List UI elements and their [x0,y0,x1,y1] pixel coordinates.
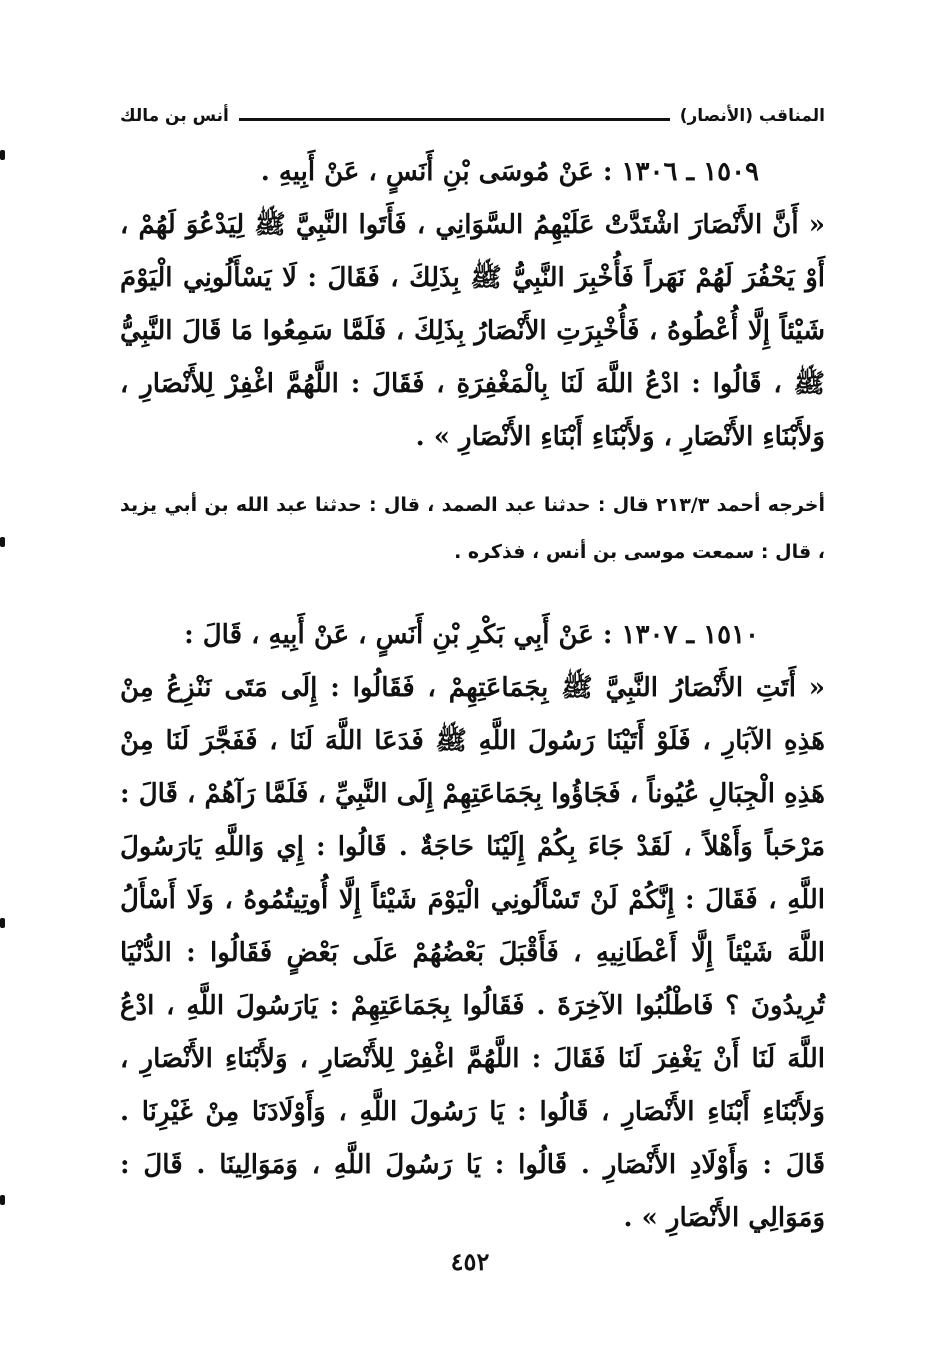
margin-mark [0,918,5,928]
hadith-1509 [120,146,825,464]
page-number: ٤٥٢ [450,1247,490,1276]
hadith-1510-isnad: ١٥١٠ ـ ١٣٠٧ : عَنْ أَبِي بَكْرِ بْنِ أَنَسٍ ، عَنْ أَبِيهِ ، قَالَ : [184,620,759,650]
header-rule [239,118,670,121]
margin-mark [0,150,5,160]
margin-mark [0,537,5,547]
hadith-1510 [120,609,825,1245]
hadith-1510-matn: « أَتَتِ الأَنْصَارُ النَّبِيَّ ﷺ بِجَمَاعَتِهِمْ ، فَقَالُوا : إِلَى مَتَى نَنْزِعُ مِنْ هَذِهِ الآبَارِ ، فَلَوْ أَتَيْنَا رَسُولَ اللَّهِ ﷺ فَدَعَا اللَّهَ لَنَا ، فَفَجَّرَ لَنَا مِنْ هَذِهِ الْجِبَالِ عُيُوناً ، فَجَاؤُوا بِجَمَاعَتِهِمْ إِلَى النَّبِيِّ ، فَلَمَّا رَآهُمْ ، قَالَ : مَرْحَباً وَأَهْلاً ، لَقَدْ جَاءَ بِكُمْ إِلَيْنَا حَاجَةٌ . قَالُوا : إِي وَاللَّهِ يَارَسُولَ اللَّهِ ، فَقَالَ : إِنَّكُمْ لَنْ تَسْأَلُونِي الْيَوْمَ شَيْئاً إِلَّا أُوتِيتُمُوهُ ، وَلَا أَسْأَلُ اللَّهَ شَيْئاً إِلَّا أَعْطَانِيهِ ، فَأَقْبَلَ بَعْضُهُمْ عَلَى بَعْضٍ فَقَالُوا : الدُّنْيَا تُرِيدُونَ ؟ فَاطْلُبُوا الآخِرَةَ . فَقَالُوا بِجَمَاعَتِهِمْ : يَارَسُولَ اللَّهِ ، ادْعُ اللَّهَ لَنَا أَنْ يَغْفِرَ لَنَا فَقَالَ : اللَّهُمَّ اغْفِرْ لِلأَنْصَارِ ، وَلأَبْنَاءِ الأَنْصَارِ ، وَلأَبْنَاءِ أَبْنَاءِ الأَنْصَارِ ، قَالُوا : يَا رَسُولَ اللَّهِ ، وَأَوْلَادَنَا مِنْ غَيْرِنَا . قَالَ : وَأَوْلَادِ الأَنْصَارِ . قَالُوا : يَا رَسُولَ اللَّهِ ، وَمَوَالِينَا . قَالَ : وَمَوَالِي الأَنْصَارِ » . [120,673,825,1233]
hadith-1509-isnad: ١٥٠٩ ـ ١٣٠٦ : عَنْ مُوسَى بْنِ أَنَسٍ ، عَنْ أَبِيهِ . [260,157,759,187]
header-narrator-name: أنس بن مالك [120,106,229,126]
header-section-title: المناقب (الأنصار) [679,106,825,126]
takhrij-note [120,482,825,576]
margin-mark [0,1195,5,1205]
hadith-1509-matn: « أَنَّ الأَنْصَارَ اشْتَدَّتْ عَلَيْهِمُ السَّوَانِي ، فَأَتَوا النَّبِيَّ ﷺ لِيَدْعُوَ لَهُمْ ، أَوْ يَحْفُرَ لَهُمْ نَهَراً فَأُخْبِرَ النَّبِيُّ ﷺ بِذَلِكَ ، فَقَالَ : لَا يَسْأَلُونِي الْيَوْمَ شَيْئاً إِلَّا أُعْطُوهُ ، فَأُخْبِرَتِ الأَنْصَارُ بِذَلِكَ ، فَلَمَّا سَمِعُوا مَا قَالَ النَّبِيُّ ﷺ ، قَالُوا : ادْعُ اللَّهَ لَنَا بِالْمَغْفِرَةِ ، فَقَالَ : اللَّهُمَّ اغْفِرْ لِلأَنْصَارِ ، وَلأَبْنَاءِ الأَنْصَارِ ، وَلأَبْنَاءِ أَبْنَاءِ الأَنْصَارِ » . [120,210,826,452]
running-header [120,100,825,132]
takhrij-text: أخرجه أحمد ٢١٣/٣ قال : حدثنا عبد الصمد ، قال : حدثنا عبد الله بن أبي يزيد ، قال : سمعت موسى بن أنس ، فذكره . [120,494,826,563]
